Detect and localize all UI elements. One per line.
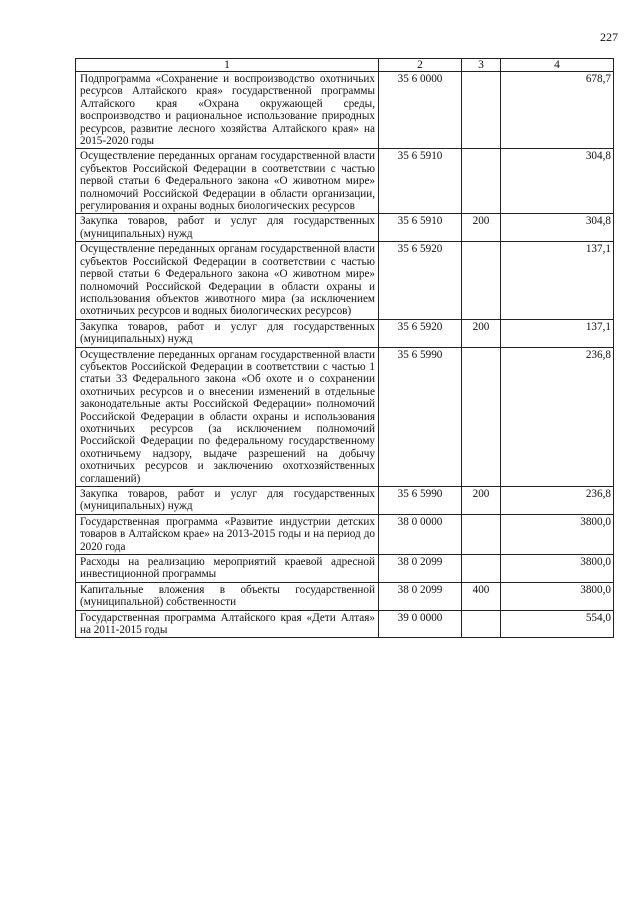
table-row bbox=[76, 72, 614, 149]
column-header-1: 1 bbox=[76, 59, 379, 72]
table-row bbox=[76, 347, 614, 486]
table-row bbox=[76, 214, 614, 242]
expense-name: Закупка товаров, работ и услуг для государственных (муниципальных) нужд bbox=[76, 319, 379, 347]
target-code: 35 6 5990 bbox=[379, 347, 462, 486]
column-header-4: 4 bbox=[501, 59, 614, 72]
table-row bbox=[76, 514, 614, 554]
expense-type bbox=[462, 514, 501, 554]
amount: 554,0 bbox=[501, 610, 614, 638]
amount: 304,8 bbox=[501, 149, 614, 214]
target-code: 35 6 5920 bbox=[379, 319, 462, 347]
table-row bbox=[76, 582, 614, 610]
amount: 3800,0 bbox=[501, 514, 614, 554]
target-code: 38 0 2099 bbox=[379, 582, 462, 610]
expense-name: Осуществление переданных органам государственной власти субъектов Российской Федерации в соответствии с частью первой статьи 6 Федерального закона «О животном мире» полномочий Российской Федерации в области охраны и использования объектов животного мира (за исключением охотничьих ресурсов и водных биологических ресурсов) bbox=[76, 242, 379, 319]
expense-type bbox=[462, 242, 501, 319]
expense-type: 200 bbox=[462, 319, 501, 347]
target-code: 35 6 5920 bbox=[379, 242, 462, 319]
expense-type: 200 bbox=[462, 487, 501, 515]
target-code: 35 6 5910 bbox=[379, 149, 462, 214]
expense-name: Капитальные вложения в объекты государственной (муниципальной) собственности bbox=[76, 582, 379, 610]
budget-table bbox=[75, 58, 614, 638]
target-code: 39 0 0000 bbox=[379, 610, 462, 638]
table-row bbox=[76, 610, 614, 638]
target-code: 35 6 0000 bbox=[379, 72, 462, 149]
table-row bbox=[76, 242, 614, 319]
column-header-2: 2 bbox=[379, 59, 462, 72]
table-row bbox=[76, 149, 614, 214]
amount: 3800,0 bbox=[501, 582, 614, 610]
amount: 137,1 bbox=[501, 319, 614, 347]
amount: 137,1 bbox=[501, 242, 614, 319]
expense-name: Закупка товаров, работ и услуг для государственных (муниципальных) нужд bbox=[76, 214, 379, 242]
table-row bbox=[76, 319, 614, 347]
expense-name: Расходы на реализацию мероприятий краевой адресной инвестиционной программы bbox=[76, 555, 379, 583]
amount: 236,8 bbox=[501, 347, 614, 486]
table-row bbox=[76, 487, 614, 515]
expense-type bbox=[462, 347, 501, 486]
target-code: 35 6 5910 bbox=[379, 214, 462, 242]
expense-name: Осуществление переданных органам государственной власти субъектов Российской Федерации в соответствии с частью 1 статьи 33 Федерального закона «Об охоте и о сохранении охотничьих ресурсов и о внесении изменений в отдельные законодательные акты Российской Федерации» полномочий Российской Федерации в области охраны и использования охотничьих ресурсов (за исключением полномочий Российской Федерации по федеральному государственному охотничьему надзору, выдаче разрешений на добычу охотничьих ресурсов и заключению охотхозяйственных соглашений) bbox=[76, 347, 379, 486]
amount: 304,8 bbox=[501, 214, 614, 242]
expense-type bbox=[462, 610, 501, 638]
header-row bbox=[76, 59, 614, 72]
amount: 3800,0 bbox=[501, 555, 614, 583]
expense-type bbox=[462, 72, 501, 149]
target-code: 35 6 5990 bbox=[379, 487, 462, 515]
expense-name: Закупка товаров, работ и услуг для государственных (муниципальных) нужд bbox=[76, 487, 379, 515]
expense-name: Государственная программа «Развитие индустрии детских товаров в Алтайском крае» на 2013-2015 годы и на период до 2020 года bbox=[76, 514, 379, 554]
target-code: 38 0 0000 bbox=[379, 514, 462, 554]
column-header-3: 3 bbox=[462, 59, 501, 72]
expense-type: 200 bbox=[462, 214, 501, 242]
target-code: 38 0 2099 bbox=[379, 555, 462, 583]
amount: 678,7 bbox=[501, 72, 614, 149]
expense-name: Осуществление переданных органам государственной власти субъектов Российской Федерации в соответствии с частью первой статьи 6 Федерального закона «О животном мире» полномочий Российской Федерации в области организации, регулирования и охраны водных биологических ресурсов bbox=[76, 149, 379, 214]
expense-type bbox=[462, 555, 501, 583]
expense-type bbox=[462, 149, 501, 214]
table-row bbox=[76, 555, 614, 583]
expense-name: Подпрограмма «Сохранение и воспроизводство охотничьих ресурсов Алтайского края» государственной программы Алтайского края «Охрана окружающей среды, воспроизводство и рациональное использование природных ресурсов, развитие лесного хозяйства Алтайского края» на 2015-2020 годы bbox=[76, 72, 379, 149]
expense-type: 400 bbox=[462, 582, 501, 610]
expense-name: Государственная программа Алтайского края «Дети Алтая» на 2011-2015 годы bbox=[76, 610, 379, 638]
page-number: 227 bbox=[600, 30, 618, 44]
amount: 236,8 bbox=[501, 487, 614, 515]
